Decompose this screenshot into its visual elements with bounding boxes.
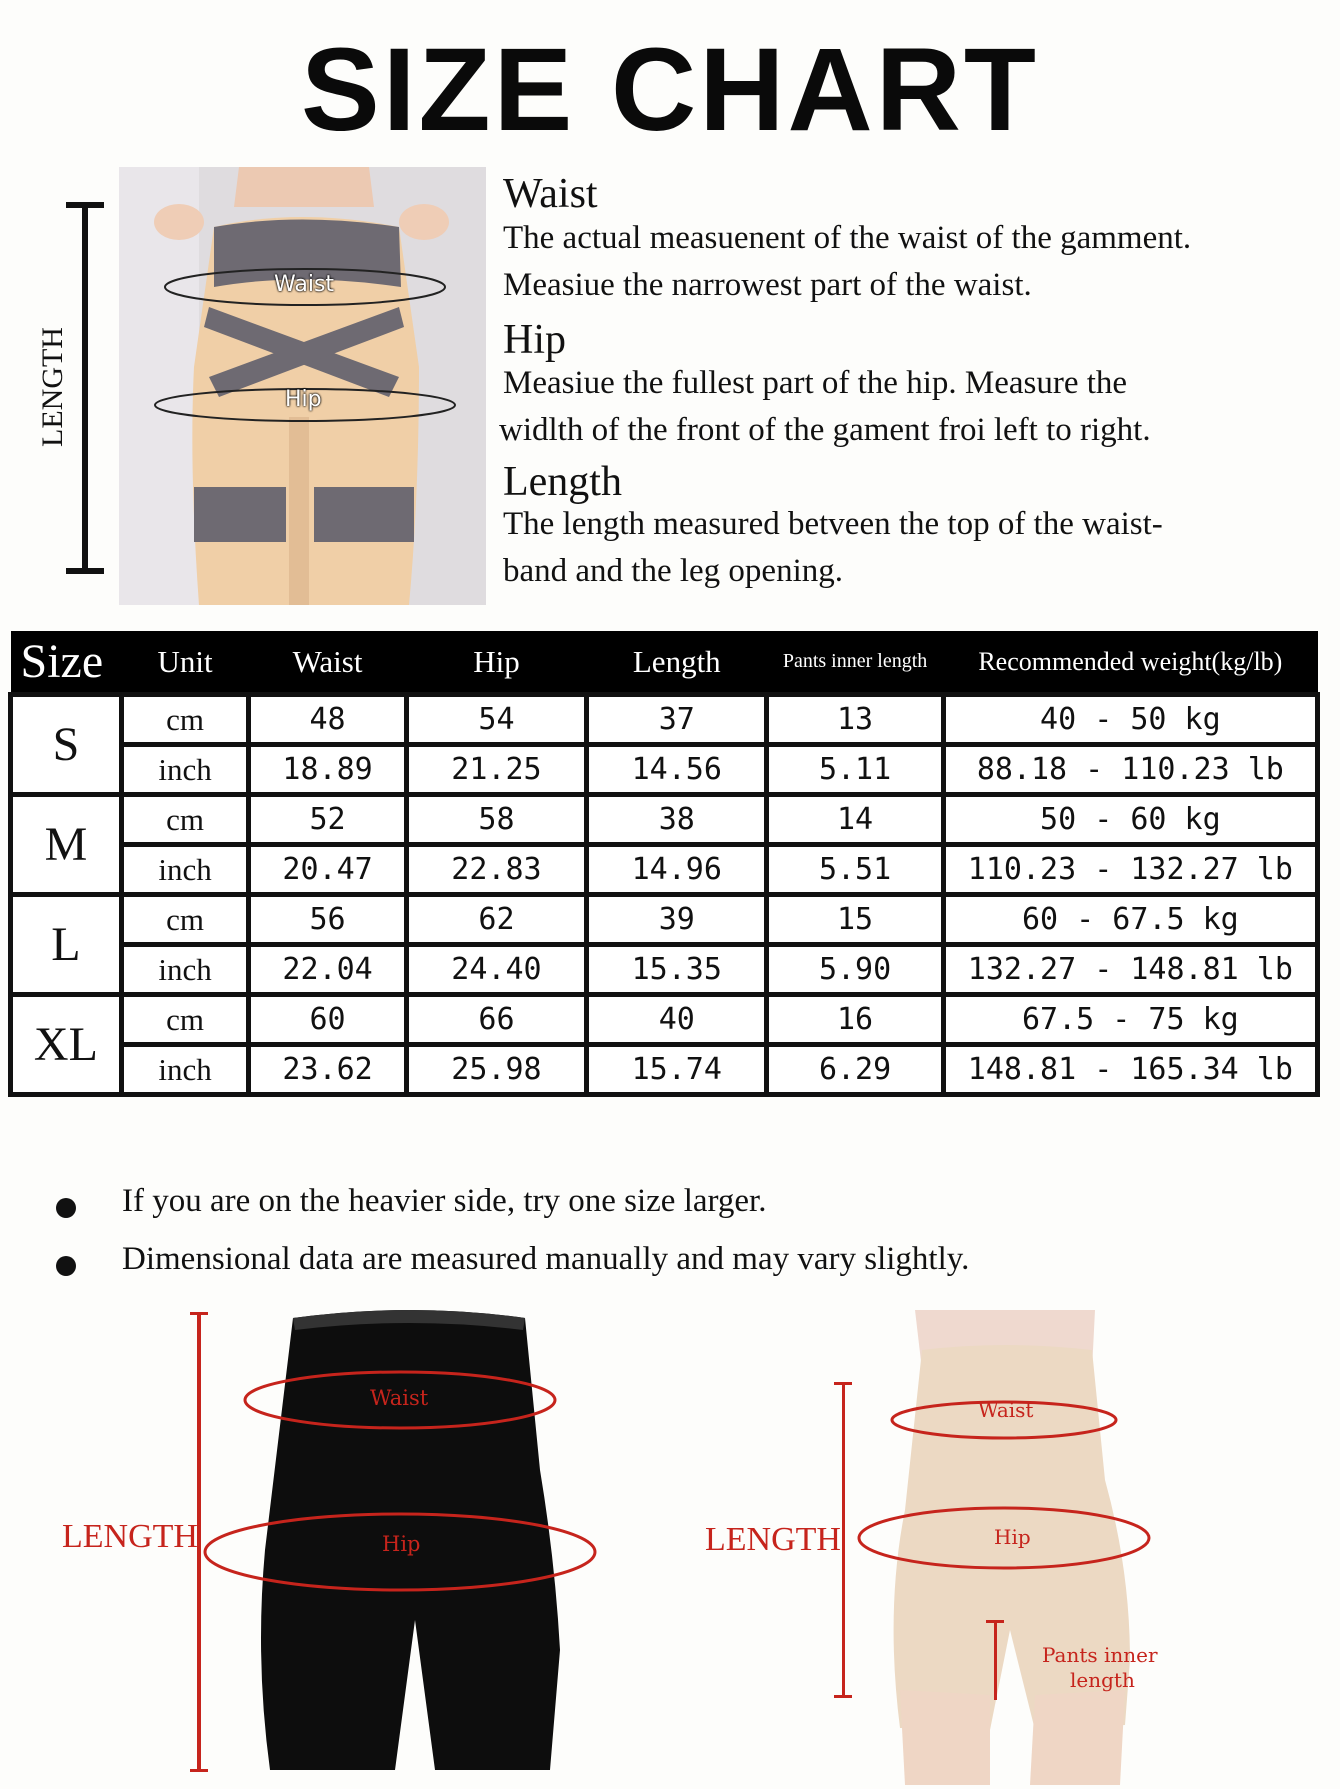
length-cell: 37 (587, 695, 767, 745)
weight-cell: 110.23 - 132.27 lb (943, 845, 1317, 895)
table-row (11, 995, 1318, 1045)
inner-length-cell: 5.11 (767, 745, 943, 795)
note-text: If you are on the heavier side, try one size larger. (122, 1183, 767, 1219)
weight-cell: 40 - 50 kg (943, 695, 1317, 745)
hip-cell: 58 (406, 795, 586, 845)
size-table (8, 631, 1320, 1097)
length-vertical-label: LENGTH (36, 327, 69, 447)
length-cell: 14.96 (587, 845, 767, 895)
hip-cell: 66 (406, 995, 586, 1045)
weight-cell: 148.81 - 165.34 lb (943, 1045, 1317, 1095)
beige-hip-label: Hip (994, 1525, 1031, 1549)
length-cell: 40 (587, 995, 767, 1045)
waist-cell: 18.89 (249, 745, 407, 795)
hip-cell: 25.98 (406, 1045, 586, 1095)
table-row (11, 745, 1318, 795)
hip-cell: 54 (406, 695, 586, 745)
hip-cell: 21.25 (406, 745, 586, 795)
table-row (11, 795, 1318, 845)
hip-heading: Hip (503, 317, 566, 363)
black-waist-label: Waist (370, 1386, 429, 1410)
beige-waist-label: Waist (978, 1398, 1034, 1422)
weight-cell: 67.5 - 75 kg (943, 995, 1317, 1045)
header-size: Size (11, 631, 122, 695)
top-hip-label: Hip (285, 387, 322, 412)
weight-cell: 88.18 - 110.23 lb (943, 745, 1317, 795)
length-cell: 15.35 (587, 945, 767, 995)
waist-cell: 48 (249, 695, 407, 745)
black-shorts-diagram (190, 1300, 610, 1785)
inner-length-cell: 13 (767, 695, 943, 745)
length-cell: 15.74 (587, 1045, 767, 1095)
size-cell: XL (11, 995, 122, 1095)
top-waist-label: Waist (274, 272, 335, 297)
unit-cell: inch (121, 945, 248, 995)
table-row (11, 695, 1318, 745)
weight-cell: 60 - 67.5 kg (943, 895, 1317, 945)
beige-length-label: LENGTH (705, 1521, 841, 1558)
unit-cell: cm (121, 895, 248, 945)
hip-cell: 62 (406, 895, 586, 945)
unit-cell: cm (121, 695, 248, 745)
unit-cell: inch (121, 745, 248, 795)
waist-desc-line: Measiue the narrowest part of the waist. (503, 267, 1032, 303)
waist-cell: 23.62 (249, 1045, 407, 1095)
unit-cell: inch (121, 1045, 248, 1095)
header-inner-length: Pants inner length (767, 631, 943, 695)
inner-length-cell: 16 (767, 995, 943, 1045)
waist-cell: 52 (249, 795, 407, 845)
header-weight: Recommended weight(kg/lb) (943, 631, 1317, 695)
length-cell: 14.56 (587, 745, 767, 795)
weight-cell: 50 - 60 kg (943, 795, 1317, 845)
table-row (11, 1045, 1318, 1095)
top-measure-photo (119, 167, 486, 605)
waist-cell: 20.47 (249, 845, 407, 895)
inner-length-cell: 6.29 (767, 1045, 943, 1095)
header-hip: Hip (406, 631, 586, 695)
page-title: SIZE CHART (301, 24, 1039, 156)
beige-shorts-diagram (830, 1310, 1160, 1785)
bullet-icon (56, 1198, 76, 1218)
length-bar-icon (66, 202, 104, 574)
size-cell: L (11, 895, 122, 995)
size-cell: M (11, 795, 122, 895)
inner-length-cell: 5.90 (767, 945, 943, 995)
length-cell: 39 (587, 895, 767, 945)
size-cell: S (11, 695, 122, 795)
header-unit: Unit (121, 631, 248, 695)
length-heading: Length (503, 459, 622, 505)
hip-cell: 24.40 (406, 945, 586, 995)
weight-cell: 132.27 - 148.81 lb (943, 945, 1317, 995)
table-header-row (11, 631, 1318, 695)
length-desc-line: The length measured betveen the top of the waist- (503, 506, 1163, 542)
length-desc-line: band and the leg opening. (503, 553, 843, 589)
inner-length-cell: 15 (767, 895, 943, 945)
table-row (11, 895, 1318, 945)
beige-inner-label: Pants inner (1042, 1643, 1158, 1667)
black-length-label: LENGTH (62, 1518, 198, 1555)
beige-inner-label: length (1070, 1668, 1135, 1692)
waist-heading: Waist (503, 171, 598, 217)
unit-cell: cm (121, 995, 248, 1045)
hip-desc-line: Measiue the fullest part of the hip. Measure the (503, 365, 1128, 401)
bullet-icon (56, 1256, 76, 1276)
unit-cell: cm (121, 795, 248, 845)
waist-cell: 60 (249, 995, 407, 1045)
hip-desc-line: widlth of the front of the gament froi left to right. (499, 412, 1151, 448)
header-waist: Waist (249, 631, 407, 695)
length-cell: 38 (587, 795, 767, 845)
header-length: Length (587, 631, 767, 695)
unit-cell: inch (121, 845, 248, 895)
waist-cell: 22.04 (249, 945, 407, 995)
note-text: Dimensional data are measured manually and may vary slightly. (122, 1241, 970, 1277)
table-row (11, 945, 1318, 995)
black-hip-label: Hip (382, 1532, 421, 1556)
table-row (11, 845, 1318, 895)
inner-length-cell: 14 (767, 795, 943, 845)
waist-cell: 56 (249, 895, 407, 945)
inner-length-cell: 5.51 (767, 845, 943, 895)
waist-desc-line: The actual measuenent of the waist of the gamment. (503, 220, 1192, 256)
hip-cell: 22.83 (406, 845, 586, 895)
